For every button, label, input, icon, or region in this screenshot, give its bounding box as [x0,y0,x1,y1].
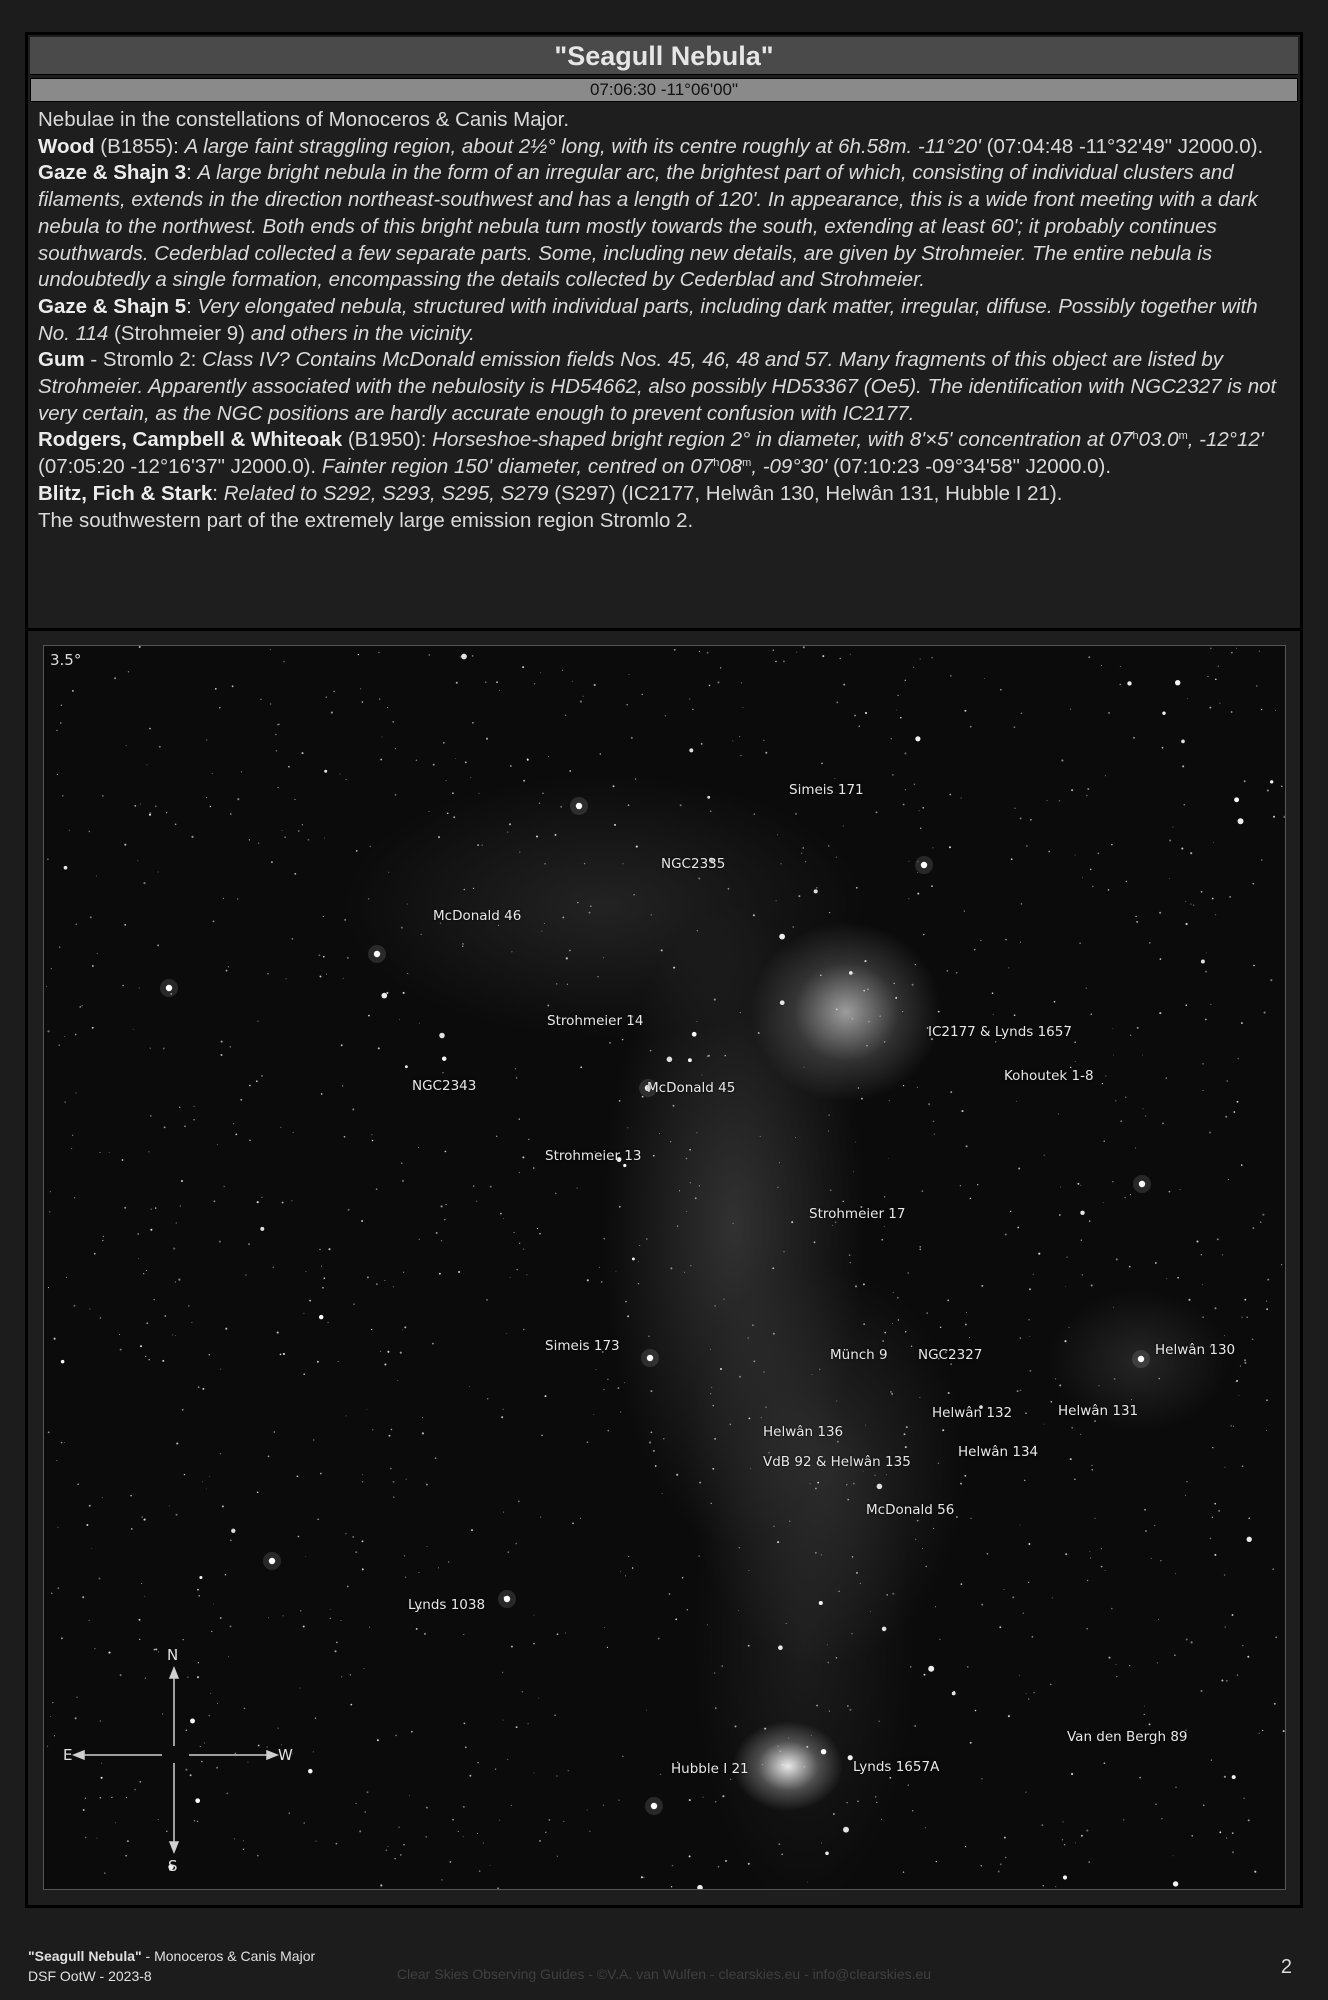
label-strohmeier-17: Strohmeier 17 [809,1206,906,1222]
rodgers-entry: Rodgers, Campbell & Whiteoak (B1950): Horseshoe-shaped bright region 2° in diameter, with 8'×5' concentration at 07$^h$03.0$^m$, -12°12' (07:05:20 -12°16'37" J2000.0). Fainter region 150' diameter, centred on 07$^h$08$^m$, -09°30' (07:10:23 -09°34'58" J2000.0). [38,428,1264,479]
label-munch-9: Münch 9 [830,1347,888,1363]
compass-north: N [167,1646,179,1664]
wood-entry: Wood (B1855): A large faint straggling region, about 2½° long, with its centre roughly at 6h.58m. -11°20' (07:04:48 -11°32'49" J2000.0). [38,134,1264,158]
label-mcdonald-56: McDonald 56 [866,1502,955,1518]
label-vdb92-helwan-135: VdB 92 & Helwân 135 [763,1454,911,1470]
page-number: 2 [1280,1956,1292,1978]
compass-south: S [168,1857,178,1875]
label-lynds-1657a: Lynds 1657A [853,1759,940,1775]
label-van-den-bergh-89: Van den Bergh 89 [1067,1729,1188,1745]
gaze-shajn-3-entry: Gaze & Shajn 3: A large bright nebula in the form of an irregular arc, the brightest part of which, consisting of individual clusters and filaments, extends in the direction northeast-southwest and has a length of 120'. In appearance, this is a wide front meeting with a dark nebula to the northwest. Both ends of this bright nebula turn mostly towards the south, extending at least 60'; it probably continues southwards. Cederblad collected a few separate parts. Some, including new details, are given by Strohmeier. The entire nebula is undoubtedly a single formation, encompassing the details collected by Cederblad and Strohmeier. [38,161,1258,292]
nebula-photo [43,645,1286,1890]
blitz-entry: Blitz, Fich & Stark: Related to S292, S293, S295, S279 (S297) (IC2177, Helwân 130, Helwân 131, Hubble I 21). [38,481,1063,505]
gum-entry: Gum - Stromlo 2: Class IV? Contains McDonald emission fields Nos. 45, 46, 48 and 57. Many fragments of this object are listed by Strohmeier. Apparently associated with the nebulosity is HD54662, also possibly HD53367 (Oe5). The identification with NGC2327 is not very certain, as the NGC positions are hardly accurate enough to prevent confusion with IC2177. [38,348,1277,425]
label-mcdonald-46: McDonald 46 [433,908,522,924]
closing-line: The southwestern part of the extremely large emission region Stromlo 2. [38,508,694,532]
label-hubble-i-21: Hubble I 21 [671,1761,749,1777]
compass-arrows [44,646,1286,1890]
footer-title-line: "Seagull Nebula" - Monoceros & Canis Major [28,1948,316,1964]
label-ngc2335: NGC2335 [661,856,726,872]
section-divider [28,628,1300,631]
label-simeis-173: Simeis 173 [545,1338,620,1354]
gaze-shajn-5-entry: Gaze & Shajn 5: Very elongated nebula, structured with individual parts, including dark matter, irregular, diffuse. Possibly together with No. 114 (Strohmeier 9) and others in the vicinity. [38,294,1258,345]
page-frame [25,32,1303,1908]
footer-series: DSF OotW - 2023-8 [28,1968,152,1984]
field-of-view-label: 3.5° [50,651,82,669]
compass-west: W [278,1746,293,1764]
label-helwan-136: Helwân 136 [763,1424,844,1440]
label-ngc2343: NGC2343 [412,1078,477,1094]
label-helwan-130: Helwân 130 [1155,1342,1236,1358]
label-kohoutek-1-8: Kohoutek 1-8 [1004,1068,1094,1084]
label-helwan-132: Helwân 132 [932,1405,1013,1421]
page-title: "Seagull Nebula" [30,37,1298,75]
footer-credits: Clear Skies Observing Guides - ©V.A. van Wulfen - clearskies.eu - info@clearskies.eu [396,1966,932,1982]
label-helwan-131: Helwân 131 [1058,1403,1139,1419]
label-mcdonald-45: McDonald 45 [647,1080,736,1096]
label-simeis-171: Simeis 171 [789,782,864,798]
object-coordinates: 07:06:30 -11°06'00" [30,78,1298,102]
description-text [38,107,1290,534]
compass-east: E [63,1746,73,1764]
label-strohmeier-13: Strohmeier 13 [545,1148,642,1164]
label-strohmeier-14: Strohmeier 14 [547,1013,644,1029]
label-ic2177-lynds-1657: IC2177 & Lynds 1657 [928,1024,1072,1040]
label-ngc2327: NGC2327 [918,1347,983,1363]
label-helwan-134: Helwân 134 [958,1444,1039,1460]
intro-line: Nebulae in the constellations of Monoceros & Canis Major. [38,108,570,131]
label-lynds-1038: Lynds 1038 [408,1597,486,1613]
